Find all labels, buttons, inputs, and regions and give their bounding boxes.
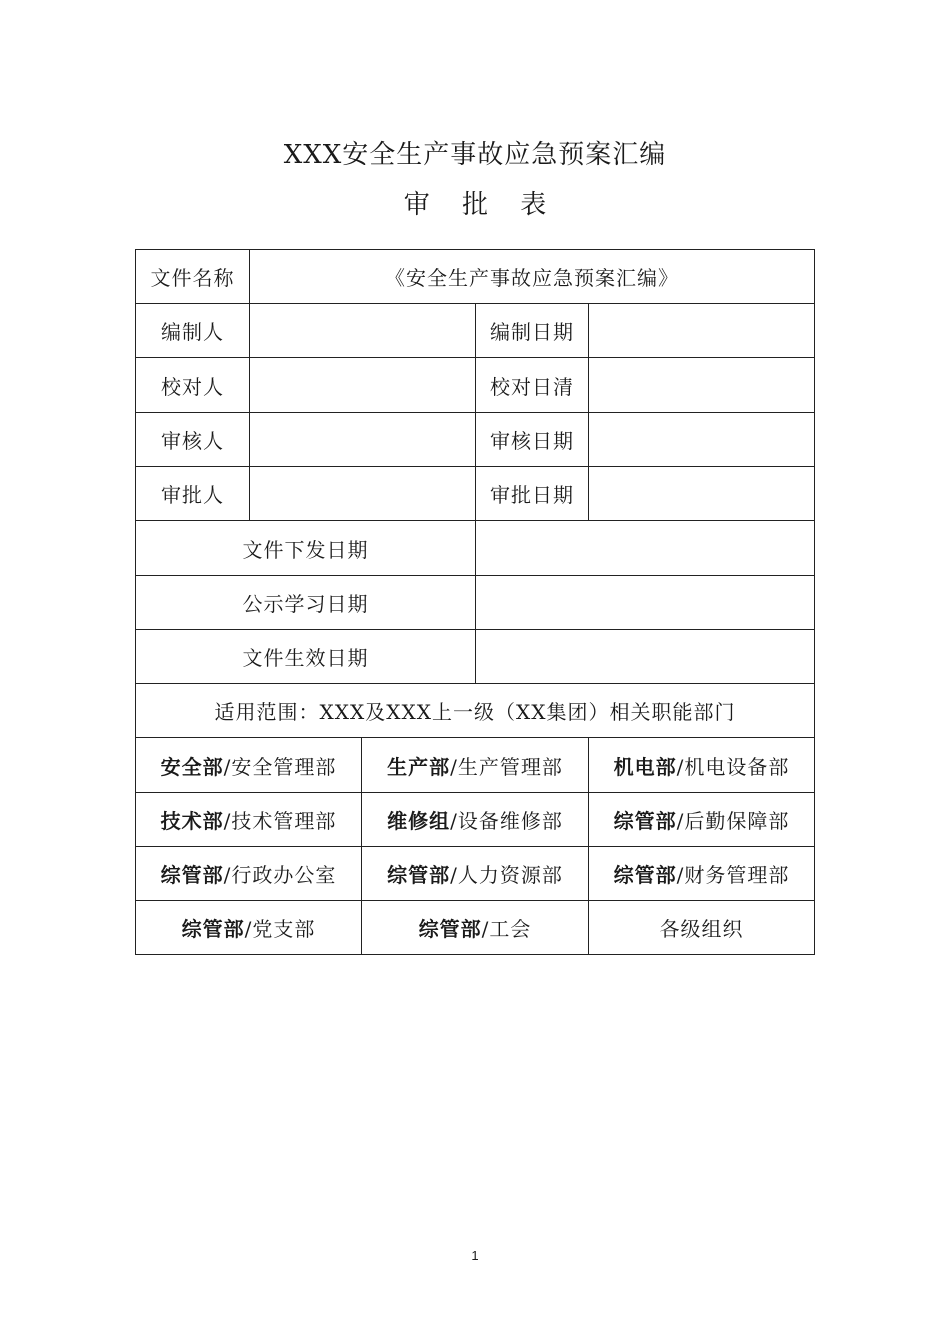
person-value xyxy=(250,304,476,358)
department-name: 生产部 xyxy=(387,754,451,779)
date-label: 编制日期 xyxy=(476,304,589,358)
department-cell xyxy=(136,738,362,793)
department-cell xyxy=(136,901,362,955)
department-sub: /人力资源部 xyxy=(450,863,563,887)
department-cell xyxy=(589,738,815,793)
page-number: 1 xyxy=(471,1248,479,1263)
department-name: 安全部 xyxy=(160,754,224,779)
department-sub: /党支部 xyxy=(244,917,316,941)
date-row-value xyxy=(476,521,815,576)
person-label: 编制人 xyxy=(136,304,250,358)
department-name: 维修组 xyxy=(387,809,451,833)
date-label: 校对日清 xyxy=(476,358,589,413)
department-cell xyxy=(362,901,589,955)
date-row-label: 文件生效日期 xyxy=(136,630,476,684)
file-name-label: 文件名称 xyxy=(136,250,250,304)
department-name: 技术部 xyxy=(160,809,224,833)
department-sub: /财务管理部 xyxy=(676,863,790,887)
department-cell xyxy=(362,793,589,847)
department-cell xyxy=(136,847,362,901)
department-sub: /技术管理部 xyxy=(223,809,337,833)
date-row-value xyxy=(476,630,815,684)
document-subtitle: 审 批 表 xyxy=(403,190,559,220)
department-cell xyxy=(589,847,815,901)
department-cell xyxy=(589,901,815,955)
department-sub: /安全管理部 xyxy=(223,754,337,779)
scope-row: 适用范围：XXX及XXX上一级（XX集团）相关职能部门 xyxy=(136,684,815,738)
document-title: XXX安全生产事故应急预案汇编 xyxy=(283,140,667,170)
person-label: 审核人 xyxy=(136,413,250,467)
date-value xyxy=(589,304,815,358)
department-name: 综管部 xyxy=(387,863,451,887)
date-value xyxy=(589,467,815,521)
department-name: 机电部 xyxy=(613,754,677,779)
department-cell xyxy=(362,847,589,901)
date-value xyxy=(589,358,815,413)
department-cell xyxy=(362,738,589,793)
person-value xyxy=(250,413,476,467)
department-cell xyxy=(589,793,815,847)
department-name: 综管部 xyxy=(613,809,677,833)
date-label: 审批日期 xyxy=(476,467,589,521)
department-name: 综管部 xyxy=(181,917,245,941)
person-label: 审批人 xyxy=(136,467,250,521)
department-sub: /工会 xyxy=(481,917,532,941)
department-sub: /行政办公室 xyxy=(223,863,337,887)
approval-table xyxy=(135,249,815,955)
department-sub: /生产管理部 xyxy=(450,754,563,779)
department-sub: 各级组织 xyxy=(659,917,744,941)
department-cell xyxy=(136,793,362,847)
department-sub: /后勤保障部 xyxy=(676,809,790,833)
person-label: 校对人 xyxy=(136,358,250,413)
department-sub: /设备维修部 xyxy=(450,809,563,833)
date-label: 审核日期 xyxy=(476,413,589,467)
person-value xyxy=(250,358,476,413)
department-name: 综管部 xyxy=(418,917,482,941)
department-sub: /机电设备部 xyxy=(676,754,790,779)
date-row-value xyxy=(476,576,815,630)
date-row-label: 公示学习日期 xyxy=(136,576,476,630)
department-name: 综管部 xyxy=(160,863,224,887)
file-name-value: 《安全生产事故应急预案汇编》 xyxy=(250,250,815,304)
person-value xyxy=(250,467,476,521)
department-name: 综管部 xyxy=(613,863,677,887)
date-value xyxy=(589,413,815,467)
date-row-label: 文件下发日期 xyxy=(136,521,476,576)
